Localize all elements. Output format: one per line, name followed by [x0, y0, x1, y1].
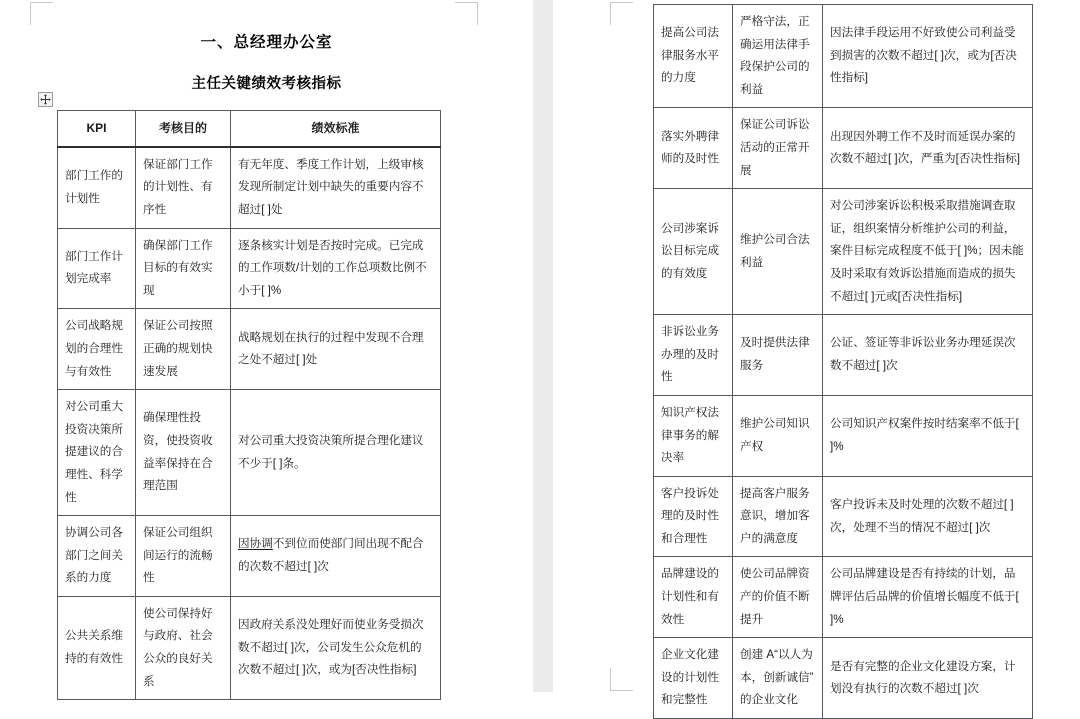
table-row	[654, 189, 1033, 315]
table-row	[654, 315, 1033, 396]
page-left	[0, 0, 533, 692]
cell-purpose: 保证公司诉讼活动的正常开展	[733, 108, 823, 189]
margin-mark-top-left	[30, 2, 53, 25]
cell-purpose: 提高客户服务意识，增加客户的满意度	[733, 476, 823, 557]
cell-standard: 公司品牌建设是否有持续的计划，品牌评估后品牌的价值增长幅度不低于[ ]%	[823, 557, 1033, 638]
cell-kpi: 企业文化建设的计划性和完整性	[654, 638, 733, 719]
cell-standard	[231, 516, 441, 597]
cell-standard: 因政府关系没处理好而使业务受损次数不超过[ ]次，公司发生公众危机的次数不超过[ ]次，或为[否决性指标]	[231, 596, 441, 699]
cell-kpi: 协调公司各部门之间关系的力度	[58, 516, 136, 597]
cell-kpi: 公司战略规划的合理性与有效性	[58, 309, 136, 390]
kpi-table-page-2	[653, 4, 1033, 719]
cell-purpose: 使公司品牌资产的价值不断提升	[733, 557, 823, 638]
table-row	[58, 596, 441, 699]
cell-standard: 因法律手段运用不好致使公司利益受到损害的次数不超过[ ]次，或为[否决性指标]	[823, 5, 1033, 108]
table-row	[654, 557, 1033, 638]
cell-standard: 客户投诉未及时处理的次数不超过[ ]次，处理不当的情况不超过[ ]次	[823, 476, 1033, 557]
table-row	[58, 309, 441, 390]
table-row	[58, 147, 441, 228]
cell-standard: 有无年度、季度工作计划，上级审核发现所制定计划中缺失的重要内容不超过[ ]处	[231, 147, 441, 228]
kpi-table-page-1	[57, 110, 441, 700]
cell-purpose: 保证公司按照正确的规划快速发展	[136, 309, 231, 390]
cell-standard: 出现因外聘工作不及时而延误办案的次数不超过[ ]次，严重为[否决性指标]	[823, 108, 1033, 189]
margin-mark-bottom-left	[610, 668, 633, 691]
cell-kpi: 部门工作计划完成率	[58, 228, 136, 309]
cell-kpi: 品牌建设的计划性和有效性	[654, 557, 733, 638]
cell-standard-rest: 不到位而使部门间出现不配合的次数不超过[ ]次	[238, 537, 424, 573]
cell-standard: 对公司涉案诉讼积极采取措施调查取证，组织案情分析维护公司的利益，案件目标完成程度不低于[ ]%；因未能及时采取有效诉讼措施而造成的损失不超过[ ]元或[否决性指标]	[823, 189, 1033, 315]
cell-standard-underlined-run: 因协调	[238, 537, 273, 551]
cell-purpose: 维护公司合法利益	[733, 189, 823, 315]
cell-kpi: 公共关系维持的有效性	[58, 596, 136, 699]
cell-standard: 公司知识产权案件按时结案率不低于[ ]%	[823, 395, 1033, 476]
table-row	[654, 395, 1033, 476]
cell-purpose: 保证公司组织间运行的流畅性	[136, 516, 231, 597]
cell-standard: 战略规划在执行的过程中发现不合理之处不超过[ ]处	[231, 309, 441, 390]
cell-purpose: 使公司保持好与政府、社会公众的良好关系	[136, 596, 231, 699]
page-gutter	[533, 0, 553, 692]
page-right	[553, 0, 1080, 707]
cell-purpose: 及时提供法律服务	[733, 315, 823, 396]
cell-kpi: 对公司重大投资决策所提建议的合理性、科学性	[58, 390, 136, 516]
cell-kpi: 公司涉案诉讼目标完成的有效度	[654, 189, 733, 315]
table-title: 主任关键绩效考核指标	[191, 76, 342, 92]
cell-kpi: 客户投诉处理的及时性和合理性	[654, 476, 733, 557]
table-row	[58, 390, 441, 516]
table-row	[58, 516, 441, 597]
cell-purpose: 确保理性投资，使投资收益率保持在合理范围	[136, 390, 231, 516]
cell-purpose: 维护公司知识产权	[733, 395, 823, 476]
cell-standard: 是否有完整的企业文化建设方案，计划没有执行的次数不超过[ ]次	[823, 638, 1033, 719]
column-header-kpi: KPI	[58, 111, 136, 147]
table-row	[654, 108, 1033, 189]
column-header-purpose: 考核目的	[136, 111, 231, 147]
cell-kpi: 部门工作的计划性	[58, 147, 136, 228]
cell-purpose: 创建 A“以人为本，创新诚信”的企业文化	[733, 638, 823, 719]
cell-kpi: 提高公司法律服务水平的力度	[654, 5, 733, 108]
table-row	[58, 228, 441, 309]
table-row	[654, 638, 1033, 719]
table-header-row	[58, 111, 441, 147]
margin-mark-top-right	[455, 2, 478, 25]
cell-standard: 公证、签证等非诉讼业务办理延误次数不超过[ ]次	[823, 315, 1033, 396]
margin-mark-top-left	[610, 2, 633, 25]
cell-standard: 逐条核实计划是否按时完成。已完成的工作项数/计划的工作总项数比例不小于[ ]%	[231, 228, 441, 309]
cell-standard: 对公司重大投资决策所提合理化建议不少于[ ]条。	[231, 390, 441, 516]
cell-purpose: 严格守法，正确运用法律手段保护公司的利益	[733, 5, 823, 108]
column-header-standard: 绩效标准	[231, 111, 441, 147]
cell-kpi: 非诉讼业务办理的及时性	[654, 315, 733, 396]
table-row	[654, 5, 1033, 108]
cell-kpi: 知识产权法律事务的解决率	[654, 395, 733, 476]
cell-purpose: 确保部门工作目标的有效实现	[136, 228, 231, 309]
cell-kpi: 落实外聘律师的及时性	[654, 108, 733, 189]
move-table-handle-icon[interactable]	[38, 92, 53, 107]
table-row	[654, 476, 1033, 557]
page-title: 一、总经理办公室	[200, 34, 333, 51]
cell-purpose: 保证部门工作的计划性、有序性	[136, 147, 231, 228]
